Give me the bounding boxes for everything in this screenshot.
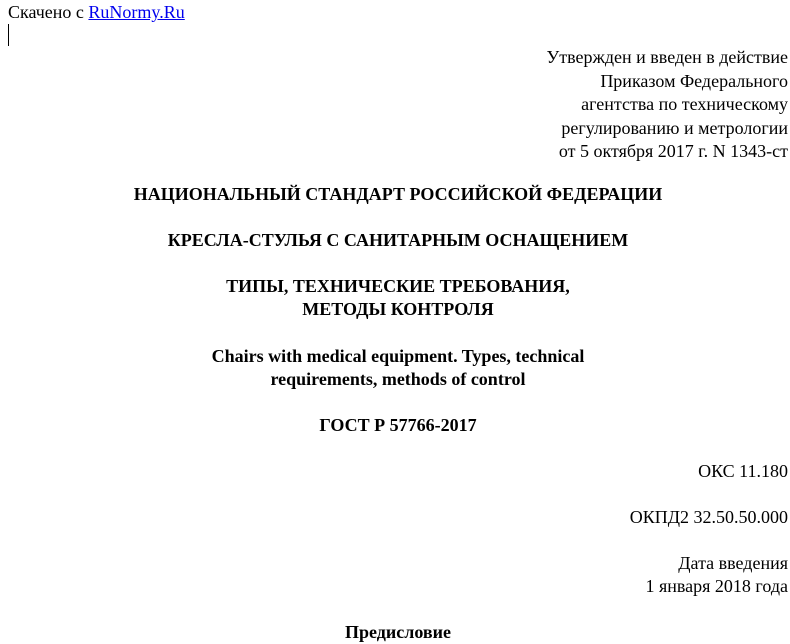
english-title — [0, 345, 790, 391]
text-cursor — [8, 24, 9, 46]
approval-line: Утвержден и введен в действие — [546, 47, 788, 67]
approval-block — [546, 46, 788, 164]
approval-line: агентства по техническому — [581, 94, 788, 115]
approval-line: регулированию и метрологии — [561, 117, 788, 138]
preface-heading: Предисловие — [345, 622, 451, 642]
national-standard-title: НАЦИОНАЛЬНЫЙ СТАНДАРТ РОССИЙСКОЙ ФЕДЕРАЦИИ — [133, 184, 663, 204]
scope-title-line: МЕТОДЫ КОНТРОЛЯ — [302, 299, 494, 319]
gost-number: ГОСТ Р 57766-2017 — [319, 415, 477, 435]
standard-scope-title — [0, 275, 790, 321]
english-title-line: Chairs with medical equipment. Types, technical — [211, 346, 585, 366]
source-link[interactable]: RuNormy.Ru — [88, 2, 185, 22]
introduction-label: Дата введения — [678, 553, 788, 573]
approval-line: Приказом Федерального — [600, 70, 788, 91]
standard-subject-title: КРЕСЛА-СТУЛЬЯ С САНИТАРНЫМ ОСНАЩЕНИЕМ — [167, 230, 629, 250]
english-title-line: requirements, methods of control — [270, 369, 526, 389]
scope-title-line: ТИПЫ, ТЕХНИЧЕСКИЕ ТРЕБОВАНИЯ, — [226, 276, 570, 296]
source-prefix: Скачено с — [8, 2, 89, 22]
introduction-date-block — [645, 552, 788, 598]
source-line — [8, 1, 185, 24]
oks-code: ОКС 11.180 — [698, 461, 788, 481]
approval-line: от 5 октября 2017 г. N 1343-ст — [558, 141, 788, 162]
okpd-code: ОКПД2 32.50.50.000 — [629, 507, 788, 527]
introduction-date: 1 января 2018 года — [645, 576, 788, 596]
